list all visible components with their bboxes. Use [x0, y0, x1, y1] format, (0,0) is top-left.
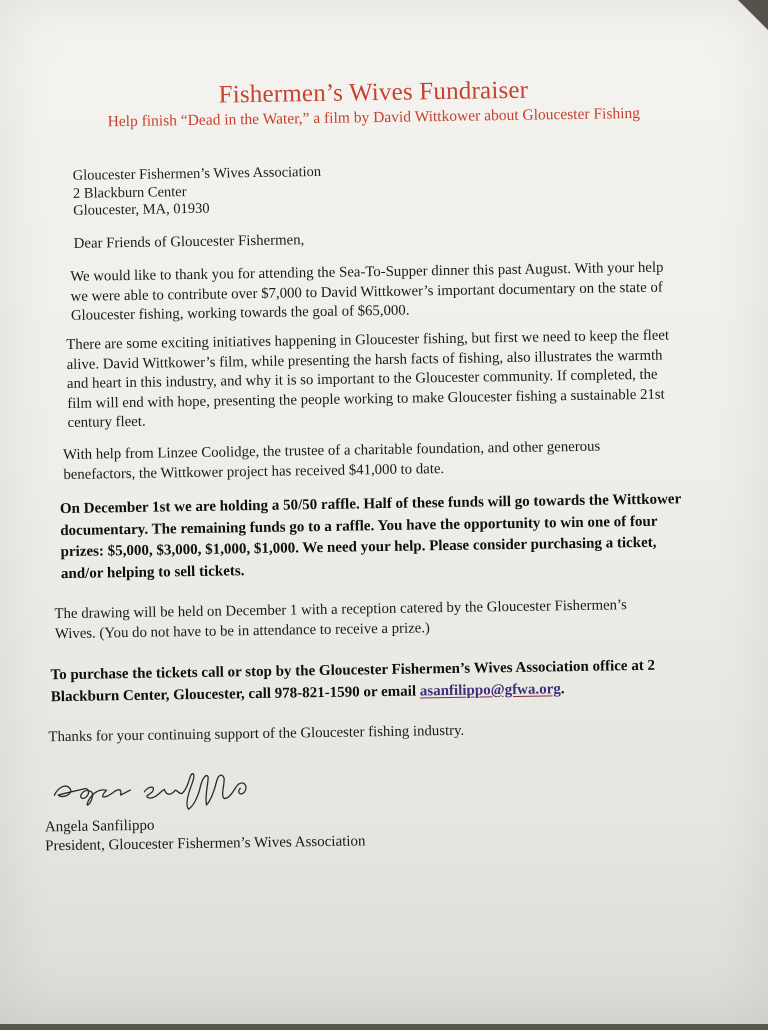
sender-address	[73, 164, 322, 220]
page-subtitle: Help finish “Dead in the Water,” a film by David Wittkower about Gloucester Fishing	[107, 104, 641, 131]
address-line-street: 2 Blackburn Center	[72, 183, 187, 202]
paragraph-drawing: The drawing will be held on December 1 with a reception catered by the Gloucester Fishermen’s Wives. (You do not have to be in attendance to receive a prize.)	[54, 597, 627, 642]
page-title: Fishermen’s Wives Fundraiser	[218, 76, 529, 109]
paragraph-funding: With help from Linzee Coolidge, the trustee of a charitable foundation, and other generous benefactors, the Wittkower project has received $41,000 to date.	[62, 438, 601, 483]
signer-title: President, Gloucester Fishermen’s Wives Association	[45, 833, 366, 855]
signer-name: Angela Sanfilippo	[44, 817, 155, 836]
purchase-text: To purchase the tickets call or stop by the Gloucester Fishermen’s Wives Association office at 2 Blackburn Center, Gloucester, call 978-821-1590 or email	[50, 657, 656, 705]
paragraph-purchase	[50, 655, 691, 708]
paragraph-raffle: On December 1st we are holding a 50/50 raffle. Half of these funds will go towards the Wittkower documentary. The remaining funds go to a raffle. You have the opportunity to win one of four prizes: $5,000, $3,000, $1,000, $1,000. We need your help. Please consider purchasing a ticket, and/or helping to sell tickets.	[59, 491, 682, 582]
paragraph-thanks: We would like to thank you for attending the Sea-To-Supper dinner this past August. With your help we were able to contribute over $7,000 to David Wittkower’s important documentary on the state of Gloucester fishing, working towards the goal of $65,000.	[70, 259, 664, 324]
address-line-org: Gloucester Fishermen’s Wives Association	[72, 163, 322, 184]
email-link[interactable]: asanfilippo@gfwa.org	[419, 680, 561, 699]
address-line-city: Gloucester, MA, 01930	[73, 200, 210, 219]
purchase-end: .	[560, 680, 565, 697]
paragraph-initiatives: There are some exciting initiatives happening in Gloucester fishing, but first we need to keep the fleet alive. David Wittkower’s film, while presenting the harsh facts of fishing, also illustrates the warmth and heart in this industry, and why it is so important to the Gloucester community. If completed, the film will end with hope, presenting the people working to make Gloucester fishing a sustainable 21st century fleet.	[66, 327, 670, 431]
handwritten-signature	[48, 764, 279, 818]
salutation: Dear Friends of Gloucester Fishermen,	[73, 232, 305, 252]
closing-line: Thanks for your continuing support of the Gloucester fishing industry.	[48, 722, 465, 746]
